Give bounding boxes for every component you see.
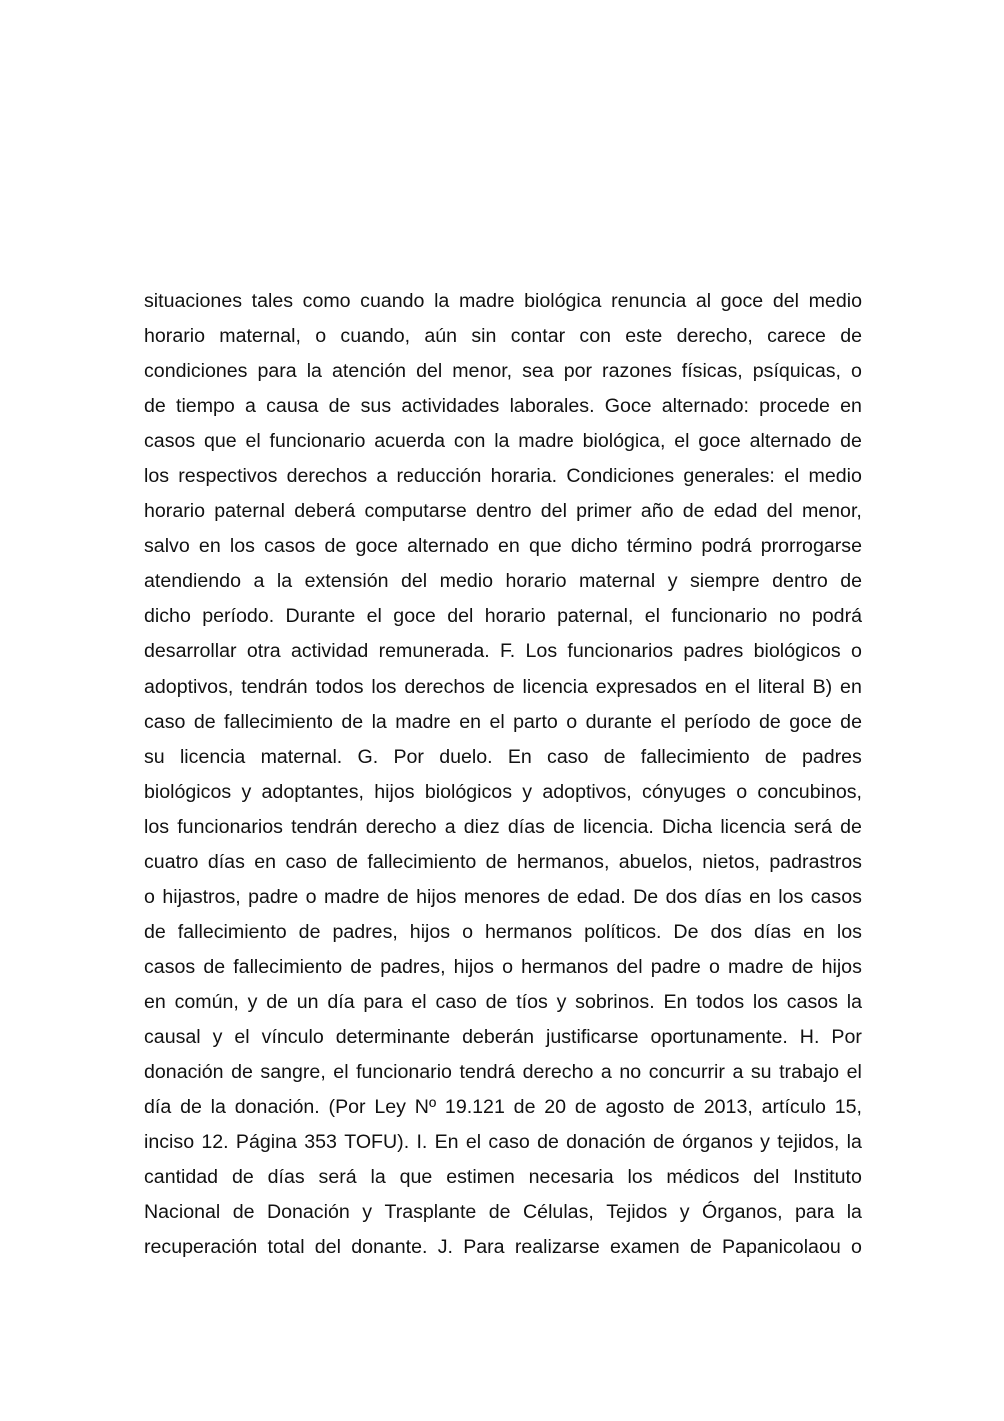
- text-line: horario paternal deberá computarse dentro del primer año de edad del menor,: [144, 500, 862, 523]
- text-line: los funcionarios tendrán derecho a diez días de licencia. Dicha licencia será de: [144, 815, 862, 838]
- text-line: casos de fallecimiento de padres, hijos o hermanos del padre o madre de hijos: [144, 955, 862, 978]
- text-line: horario maternal, o cuando, aún sin contar con este derecho, carece de: [144, 325, 862, 348]
- text-line: cuatro días en caso de fallecimiento de hermanos, abuelos, nietos, padrastros: [144, 850, 862, 873]
- text-line: adoptivos, tendrán todos los derechos de licencia expresados en el literal B) en: [144, 675, 862, 698]
- text-line: causal y el vínculo determinante deberán justificarse oportunamente. H. Por: [144, 1025, 862, 1048]
- text-line: biológicos y adoptantes, hijos biológicos y adoptivos, cónyuges o concubinos,: [144, 780, 862, 803]
- text-line: de tiempo a causa de sus actividades laborales. Goce alternado: procede en: [144, 395, 862, 418]
- text-line: en común, y de un día para el caso de tíos y sobrinos. En todos los casos la: [144, 990, 862, 1013]
- text-line: los respectivos derechos a reducción horaria. Condiciones generales: el medio: [144, 465, 862, 488]
- text-line: situaciones tales como cuando la madre biológica renuncia al goce del medio: [144, 290, 862, 312]
- text-line: salvo en los casos de goce alternado en que dicho término podrá prorrogarse: [144, 535, 862, 558]
- text-line: desarrollar otra actividad remunerada. F. Los funcionarios padres biológicos o: [144, 640, 862, 663]
- text-line: o hijastros, padre o madre de hijos menores de edad. De dos días en los casos: [144, 885, 862, 908]
- text-line: casos que el funcionario acuerda con la madre biológica, el goce alternado de: [144, 430, 862, 453]
- text-line: día de la donación. (Por Ley Nº 19.121 de 20 de agosto de 2013, artículo 15,: [144, 1096, 862, 1119]
- text-line: cantidad de días será la que estimen necesaria los médicos del Instituto: [144, 1166, 862, 1189]
- text-line: condiciones para la atención del menor, sea por razones físicas, psíquicas, o: [144, 360, 862, 383]
- body-text: [144, 284, 862, 1265]
- text-line: su licencia maternal. G. Por duelo. En caso de fallecimiento de padres: [144, 745, 862, 768]
- text-line: inciso 12. Página 353 TOFU). I. En el caso de donación de órganos y tejidos, la: [144, 1131, 862, 1154]
- text-line: recuperación total del donante. J. Para realizarse examen de Papanicolaou o: [144, 1236, 862, 1259]
- text-line: donación de sangre, el funcionario tendrá derecho a no concurrir a su trabajo el: [144, 1061, 862, 1084]
- text-line: dicho período. Durante el goce del horario paternal, el funcionario no podrá: [144, 605, 862, 628]
- text-line: de fallecimiento de padres, hijos o hermanos políticos. De dos días en los: [144, 920, 862, 943]
- text-line: atendiendo a la extensión del medio horario maternal y siempre dentro de: [144, 570, 862, 593]
- text-line: Nacional de Donación y Trasplante de Células, Tejidos y Órganos, para la: [144, 1201, 862, 1224]
- text-line: caso de fallecimiento de la madre en el parto o durante el período de goce de: [144, 710, 862, 733]
